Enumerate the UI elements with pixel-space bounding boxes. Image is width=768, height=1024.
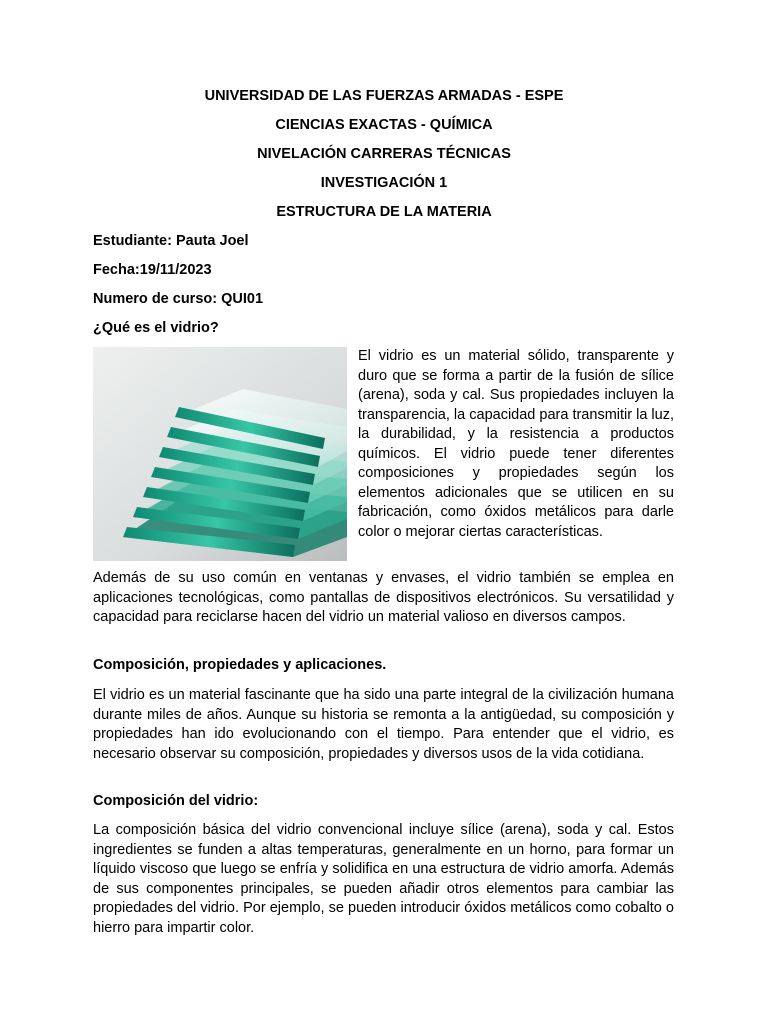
section-heading-composition-properties: Composición, propiedades y aplicaciones. — [93, 657, 387, 673]
course-label: Numero de curso: — [93, 291, 218, 307]
course-value: QUI01 — [221, 291, 264, 307]
glass-sheets-image — [93, 347, 347, 561]
student-value: Pauta Joel — [175, 233, 249, 249]
date-line — [93, 262, 212, 278]
program-title: NIVELACIÓN CARRERAS TÉCNICAS — [257, 146, 511, 162]
university-title: UNIVERSIDAD DE LAS FUERZAS ARMADAS - ESPE — [204, 88, 564, 104]
section-heading-what-is-glass: ¿Qué es el vidrio? — [93, 320, 219, 336]
investigation-title: INVESTIGACIÓN 1 — [320, 175, 448, 191]
student-line — [93, 233, 249, 249]
date-value: 19/11/2023 — [139, 262, 212, 278]
course-line — [93, 291, 263, 307]
paragraph-glass-composition: La composición básica del vidrio convencional incluye sílice (arena), soda y cal. Estos ingredientes se funden a altas temperaturas, generalmente en un horno, para formar un líquido viscoso que luego se enfría y solidifica en una estructura de vidrio amorfa. Además de sus componentes principales, se pueden añadir otros elementos para cambiar las propiedades del vidrio. Por ejemplo, se pueden introducir óxidos metálicos como cobalto o hierro para impartir color. — [93, 822, 674, 936]
student-label: Estudiante: — [93, 233, 172, 249]
section-heading-glass-composition: Composición del vidrio: — [93, 793, 259, 809]
paragraph-glass-history: El vidrio es un material fascinante que ha sido una parte integral de la civilización humana durante miles de años. Aunque su historia se remonta a la antigüedad, su composición y propiedades han ido evolucionando con el tiempo. Para entender que el vidrio, es necesario observar su composición, propiedades y diversos usos de la vida cotidiana. — [93, 687, 674, 762]
topic-title: ESTRUCTURA DE LA MATERIA — [276, 204, 492, 220]
department-title: CIENCIAS EXACTAS - QUÍMICA — [275, 117, 493, 133]
paragraph-glass-uses: Además de su uso común en ventanas y envases, el vidrio también se emplea en aplicaciones tecnológicas, como pantallas de dispositivos electrónicos. Su versatilidad y capacidad para reciclarse hacen del vidrio un material valioso en diversos campos. — [93, 570, 674, 625]
date-label: Fecha: — [93, 262, 140, 278]
paragraph-glass-intro: El vidrio es un material sólido, transparente y duro que se forma a partir de la fusión de sílice (arena), soda y cal. Sus propiedades incluyen la transparencia, la capacidad para transmitir la luz, la durabilidad, y la resistencia a productos químicos. El vidrio puede tener diferentes composiciones y propiedades según los elementos adicionales que se utilicen en su fabricación, como óxidos metálicos para darle color o mejorar ciertas características. — [358, 348, 674, 540]
